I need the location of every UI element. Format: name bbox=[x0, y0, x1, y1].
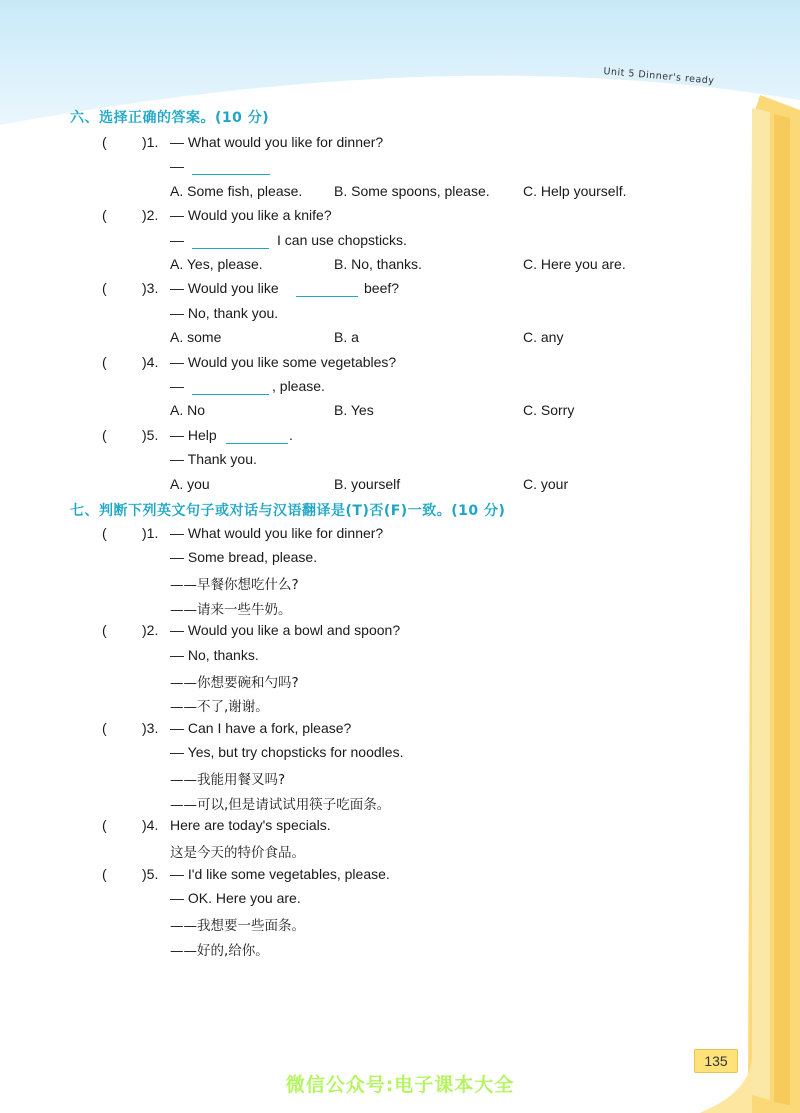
q6-5-option-b: B. yourself bbox=[334, 476, 401, 492]
page-number: 135 bbox=[694, 1049, 738, 1073]
q7-4-number: )4. bbox=[142, 817, 159, 833]
q6-2-option-b: B. No, thanks. bbox=[334, 256, 422, 272]
q6-2-question: — Would you like a knife? bbox=[170, 207, 332, 223]
q6-4-number: )4. bbox=[142, 354, 159, 370]
q7-3-line-2: — Yes, but try chopsticks for noodles. bbox=[170, 744, 404, 760]
q7-5-line-1: — I'd like some vegetables, please. bbox=[170, 866, 390, 882]
q7-4-paren: ( bbox=[102, 817, 107, 833]
q6-5-answer: — Thank you. bbox=[170, 451, 257, 467]
q7-3-paren: ( bbox=[102, 720, 107, 736]
q6-3-number: )3. bbox=[142, 280, 159, 296]
q6-5-option-a: A. you bbox=[170, 476, 210, 492]
q6-2-paren: ( bbox=[102, 207, 107, 223]
q6-2-answer-blank[interactable] bbox=[192, 234, 269, 249]
q6-1-answer-blank[interactable] bbox=[192, 160, 270, 175]
q6-3-option-c: C. any bbox=[523, 329, 564, 345]
q6-3-paren: ( bbox=[102, 280, 107, 296]
q6-1-number: )1. bbox=[142, 134, 159, 150]
q7-1-line-3: ——早餐你想吃什么? bbox=[170, 577, 299, 593]
q6-1-option-b: B. Some spoons, please. bbox=[334, 183, 490, 199]
q7-2-paren: ( bbox=[102, 622, 107, 638]
q6-3-question-prefix: — Would you like bbox=[170, 280, 279, 296]
section-6-title: 六、选择正确的答案。(10 分) bbox=[70, 110, 270, 126]
q6-4-question: — Would you like some vegetables? bbox=[170, 354, 397, 370]
q7-3-line-1: — Can I have a fork, please? bbox=[170, 720, 352, 736]
q6-4-answer-prefix: — bbox=[170, 378, 184, 394]
q6-4-paren: ( bbox=[102, 354, 107, 370]
q7-2-line-1: — Would you like a bowl and spoon? bbox=[170, 622, 401, 638]
q7-5-line-2: — OK. Here you are. bbox=[170, 890, 301, 906]
q7-3-line-3: ——我能用餐叉吗? bbox=[170, 772, 286, 788]
q7-2-line-4: ——不了,谢谢。 bbox=[170, 699, 269, 715]
q6-3-answer: — No, thank you. bbox=[170, 305, 279, 321]
q6-1-option-c: C. Help yourself. bbox=[523, 183, 627, 199]
q7-5-line-3: ——我想要一些面条。 bbox=[170, 918, 305, 934]
watermark-text: 微信公众号:电子课本大全 bbox=[285, 1074, 515, 1096]
q6-3-question-suffix: beef? bbox=[364, 280, 400, 296]
q6-5-question-prefix: — Help bbox=[170, 427, 217, 443]
q6-5-question-suffix: . bbox=[289, 427, 293, 443]
q6-2-answer-suffix: I can use chopsticks. bbox=[277, 232, 407, 248]
q6-2-option-a: A. Yes, please. bbox=[170, 256, 263, 272]
q6-4-option-b: B. Yes bbox=[334, 402, 374, 418]
q7-1-line-1: — What would you like for dinner? bbox=[170, 525, 384, 541]
q6-5-number: )5. bbox=[142, 427, 159, 443]
q6-1-paren: ( bbox=[102, 134, 107, 150]
q6-5-option-c: C. your bbox=[523, 476, 569, 492]
q6-4-option-a: A. No bbox=[170, 402, 206, 418]
running-header: Unit 5 Dinner's ready bbox=[603, 66, 715, 87]
q7-2-number: )2. bbox=[142, 622, 159, 638]
q7-3-number: )3. bbox=[142, 720, 159, 736]
q7-4-line-1: Here are today's specials. bbox=[170, 817, 331, 833]
q6-4-answer-suffix: , please. bbox=[272, 378, 325, 394]
q6-1-answer-prefix: — bbox=[170, 158, 184, 174]
q7-3-line-4: ——可以,但是请试试用筷子吃面条。 bbox=[170, 797, 391, 813]
q6-2-option-c: C. Here you are. bbox=[523, 256, 626, 272]
q6-3-option-b: B. a bbox=[334, 329, 359, 345]
q7-4-line-2: 这是今天的特价食品。 bbox=[170, 845, 305, 861]
q7-5-paren: ( bbox=[102, 866, 107, 882]
q6-2-answer-prefix: — bbox=[170, 232, 184, 248]
q6-5-paren: ( bbox=[102, 427, 107, 443]
q7-1-line-4: ——请来一些牛奶。 bbox=[170, 602, 292, 618]
section-7-title: 七、判断下列英文句子或对话与汉语翻译是(T)否(F)一致。(10 分) bbox=[70, 503, 506, 519]
q6-4-answer-blank[interactable] bbox=[192, 380, 269, 395]
q7-2-line-2: — No, thanks. bbox=[170, 647, 259, 663]
q6-1-option-a: A. Some fish, please. bbox=[170, 183, 303, 199]
q7-1-paren: ( bbox=[102, 525, 107, 541]
q6-5-question-blank[interactable] bbox=[226, 429, 288, 444]
q6-3-question-blank[interactable] bbox=[296, 282, 358, 297]
q6-3-option-a: A. some bbox=[170, 329, 222, 345]
q7-2-line-3: ——你想要碗和勺吗? bbox=[170, 675, 299, 691]
q6-2-number: )2. bbox=[142, 207, 159, 223]
q7-5-line-4: ——好的,给你。 bbox=[170, 943, 269, 959]
q7-1-number: )1. bbox=[142, 525, 159, 541]
q6-1-question: — What would you like for dinner? bbox=[170, 134, 384, 150]
q6-4-option-c: C. Sorry bbox=[523, 402, 575, 418]
q7-1-line-2: — Some bread, please. bbox=[170, 549, 318, 565]
q7-5-number: )5. bbox=[142, 866, 159, 882]
